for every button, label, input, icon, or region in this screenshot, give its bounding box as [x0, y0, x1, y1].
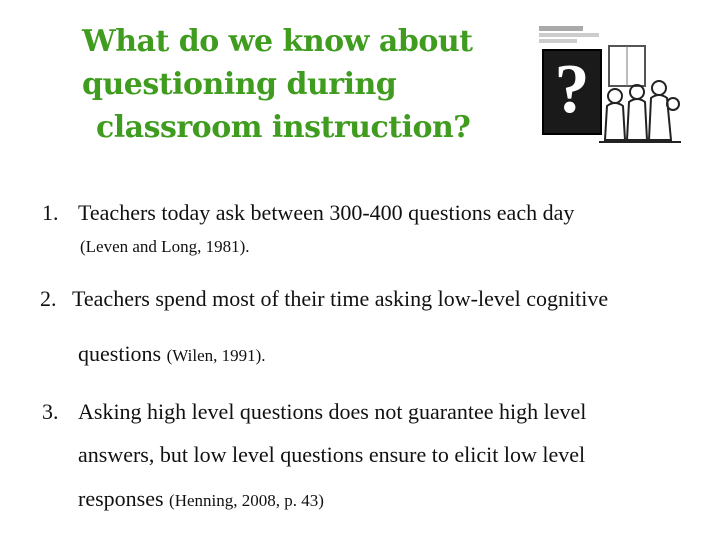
item-number: 2. — [40, 286, 57, 311]
item-citation: (Leven and Long, 1981). — [80, 237, 250, 256]
item-text-continued: questions — [78, 341, 162, 366]
item-text-continued: answers, but low level questions ensure to elicit low level — [78, 442, 586, 467]
item-citation: (Wilen, 1991). — [166, 346, 266, 365]
title-line-1: What do we know about — [82, 24, 473, 59]
cartoon-question-mark: ? — [554, 51, 590, 128]
item-text-continued: responses — [78, 486, 164, 511]
item-text: Teachers today ask between 300-400 questions each day — [78, 200, 575, 225]
title-line-3: classroom instruction? — [96, 110, 471, 145]
item-number: 1. — [42, 200, 59, 225]
item-citation: (Henning, 2008, p. 43) — [169, 491, 324, 510]
item-number: 3. — [42, 399, 59, 424]
item-text-line-2 — [78, 341, 266, 367]
item-text: Asking high level questions does not guarantee high level — [78, 399, 587, 424]
item-text: Teachers spend most of their time asking low-level cognitive — [72, 286, 609, 311]
slide-title — [82, 20, 502, 149]
title-line-2: questioning during — [82, 67, 397, 102]
cartoon-classroom-question-mark-icon — [533, 22, 683, 150]
item-text-line-3 — [78, 486, 324, 512]
